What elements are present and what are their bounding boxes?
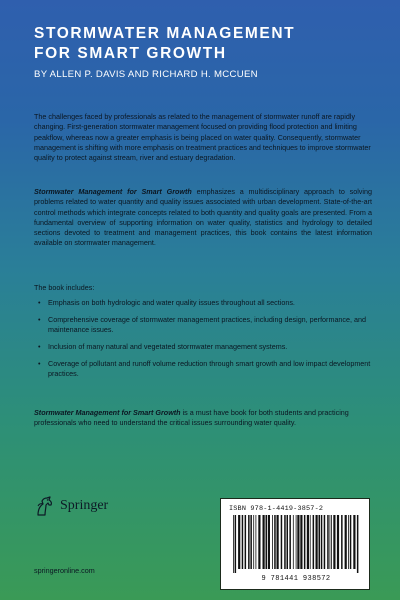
bullet-icon: •: [38, 298, 41, 307]
barcode-bar: [330, 515, 331, 569]
barcode-bar: [242, 515, 244, 569]
barcode-bar: [345, 515, 347, 569]
barcode-bar: [263, 515, 265, 569]
barcode-bar: [304, 515, 306, 569]
description-paragraph-3: [34, 408, 372, 429]
description-paragraph-1: The challenges faced by professionals as related to the management of stormwater runoff are rapidly changing. First-generation stormwater management focused on providing flood protection and limiting peakflow, whereas now a greater emphasis is being placed on water quality. Consequently, stormwater management is shifting with more emphasis on treatment practices and techniques to improve stormwater quality to protect against stream, river and estuary degradation.: [34, 112, 371, 163]
bullet-icon: •: [38, 314, 41, 324]
barcode-bar: [268, 515, 270, 569]
barcode-bar: [258, 515, 260, 569]
barcode-bar: [250, 515, 252, 569]
barcode-bar: [313, 515, 315, 569]
barcode-icon: [231, 515, 361, 573]
description-paragraph-2-text: emphasizes a multidisciplinary approach to solving problems related to water quantity and quality issues associated with urban development. State-of-the-art control methods which integrate concepts related to both quantity and quality goals are presented. From a fundamental overview of supporting information on water quality, statistics and hydrology to detailed sections devoted to treatment and management practices, this book contains the latest information available on stormwater management.: [34, 187, 372, 248]
book-authors: BY ALLEN P. DAVIS AND RICHARD H. MCCUEN: [34, 69, 258, 80]
springer-horse-icon: [34, 495, 56, 517]
barcode-bar: [233, 515, 234, 573]
barcode-bar: [341, 515, 343, 569]
barcode-bar: [274, 515, 276, 569]
barcode-bar: [331, 515, 332, 569]
barcode-bar: [310, 515, 311, 569]
barcode-bar: [256, 515, 257, 569]
barcode-bar: [357, 515, 359, 573]
barcode-bar: [281, 515, 283, 569]
bullet-icon: •: [38, 358, 41, 368]
bullet-icon: •: [38, 341, 41, 351]
description-paragraph-3-text: is a must have book for both students and practicing professionals who need to understand the critical issues surrounding water quality.: [34, 408, 349, 428]
barcode-bar: [316, 515, 318, 569]
barcode-bar: [272, 515, 273, 569]
book-title-line-1: STORMWATER MANAGEMENT: [34, 25, 296, 42]
barcode-bar: [337, 515, 339, 569]
list-item: • Inclusion of many natural and vegetated stormwater management systems.: [38, 341, 288, 351]
list-item: • Coverage of pollutant and runoff volume reduction through smart growth and low impact development practices.: [38, 358, 371, 378]
barcode-bar: [289, 515, 291, 569]
barcode-bar: [327, 515, 329, 569]
barcode-bar: [319, 515, 321, 569]
barcode-bar: [266, 515, 268, 569]
barcode-bar: [248, 515, 250, 569]
barcode-bar: [253, 515, 254, 569]
barcode-bar: [277, 515, 279, 569]
barcode-bar: [238, 515, 240, 569]
barcode-bar: [307, 515, 309, 569]
barcode-bar: [245, 515, 247, 569]
barcode-bar: [333, 515, 335, 569]
barcode-bar: [287, 515, 289, 569]
barcode-bar: [300, 515, 302, 569]
barcode-box: [220, 498, 370, 590]
list-item: • Emphasis on both hydrologic and water quality issues throughout all sections.: [38, 298, 295, 307]
barcode-bar: [348, 515, 349, 569]
barcode-bar: [297, 515, 299, 569]
barcode-bar: [284, 515, 286, 569]
barcode-bar: [350, 515, 352, 569]
description-paragraph-2: [34, 187, 372, 249]
book-title-reference: Stormwater Management for Smart Growth: [34, 408, 181, 417]
book-title-line-2: FOR SMART GROWTH: [34, 45, 227, 62]
book-title-reference: Stormwater Management for Smart Growth: [34, 187, 192, 196]
features-list: [34, 298, 372, 386]
publisher-url: springeronline.com: [34, 566, 95, 575]
barcode-number: 9 781441 938572: [261, 575, 331, 583]
barcode-bar: [293, 515, 294, 569]
barcode-bar: [296, 515, 297, 569]
book-title: [34, 24, 374, 64]
publisher-logo: [34, 494, 108, 518]
includes-intro: The book includes:: [34, 283, 95, 292]
barcode-bar: [324, 515, 326, 569]
barcode-bar: [235, 515, 237, 573]
list-item: • Comprehensive coverage of stormwater management practices, including design, performance, and maintenance issues.: [38, 314, 367, 335]
isbn-label: ISBN 978-1-4419-3857-2: [229, 505, 324, 513]
barcode-bar: [321, 515, 323, 569]
publisher-name: Springer: [60, 498, 109, 513]
barcode-bar: [353, 515, 355, 569]
